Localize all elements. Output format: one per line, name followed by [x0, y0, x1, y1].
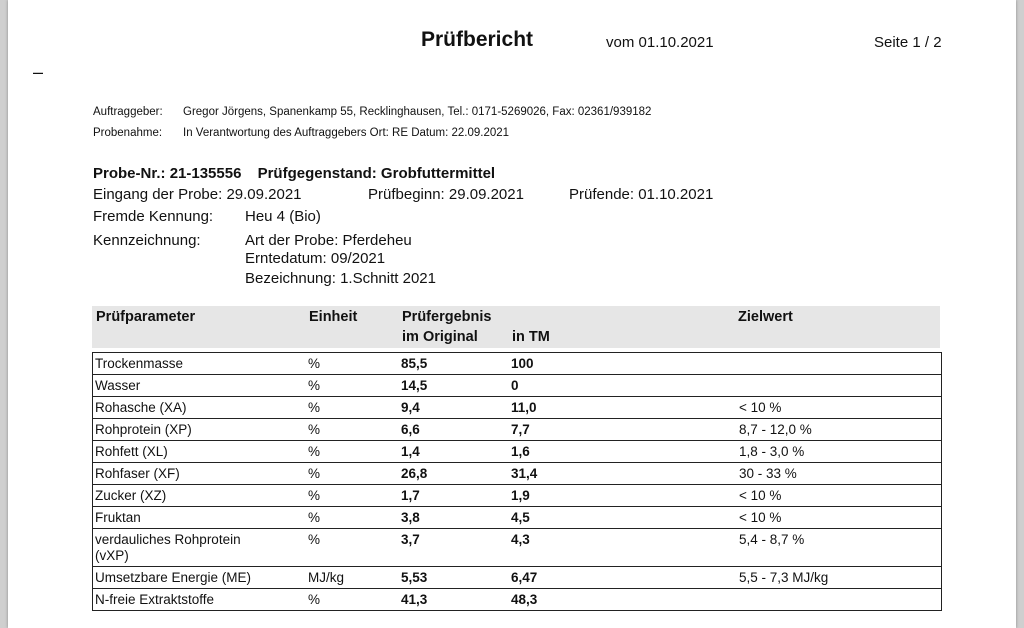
table-row: [93, 507, 941, 529]
table-row: [93, 397, 941, 419]
target-cell: 5,4 - 8,7 %: [739, 532, 805, 547]
marking-label: Kennzeichnung:: [93, 232, 201, 249]
test-start: Prüfbeginn: 29.09.2021: [368, 186, 524, 203]
unit-cell: %: [308, 422, 321, 437]
document-page: [8, 0, 1016, 628]
table-row: [93, 441, 941, 463]
sampling-value: In Verantwortung des Auftraggebers Ort: RE Datum: 22.09.2021: [183, 127, 510, 139]
margin-dash: –: [33, 62, 44, 82]
original-cell: 26,8: [401, 466, 428, 481]
table-header: [92, 306, 940, 348]
tm-cell: 11,0: [511, 400, 537, 415]
table-row: [93, 353, 941, 375]
table-row: [93, 485, 941, 507]
table-row: [93, 419, 941, 441]
sampling-line: [93, 127, 509, 139]
report-date: vom 01.10.2021: [606, 34, 714, 51]
receipt-label: Eingang der Probe:: [93, 186, 223, 203]
target-cell: < 10 %: [739, 488, 782, 503]
page-number: Seite 1 / 2: [874, 34, 942, 51]
tm-cell: 100: [511, 356, 534, 371]
tm-cell: 48,3: [511, 592, 538, 607]
external-id-line: [93, 208, 321, 225]
target-cell: 1,8 - 3,0 %: [739, 444, 805, 459]
marking-line: [93, 232, 412, 249]
header-result: Prüfergebnis: [402, 309, 492, 325]
target-cell: < 10 %: [739, 510, 782, 525]
unit-cell: %: [308, 400, 321, 415]
table-row: [93, 567, 941, 589]
param-cell: Umsetzbare Energie (ME): [95, 570, 252, 585]
tm-cell: 0: [511, 378, 519, 393]
original-cell: 85,5: [401, 356, 428, 371]
client-label: Auftraggeber:: [93, 106, 163, 118]
param-cell: Rohfett (XL): [95, 444, 168, 459]
tm-cell: 4,5: [511, 510, 530, 525]
original-cell: 14,5: [401, 378, 428, 393]
harvest-date: Erntedatum: 09/2021: [245, 250, 386, 267]
param-cell: Zucker (XZ): [95, 488, 167, 503]
unit-cell: MJ/kg: [308, 570, 345, 585]
original-cell: 1,7: [401, 488, 420, 503]
table-row: [93, 589, 941, 610]
unit-cell: %: [308, 592, 321, 607]
header-original: im Original: [402, 329, 478, 345]
tm-cell: 4,3: [511, 532, 530, 547]
external-id-value: Heu 4 (Bio): [245, 208, 321, 225]
param-cell: Trockenmasse: [95, 356, 184, 371]
client-line: [93, 106, 651, 118]
unit-cell: %: [308, 356, 321, 371]
tm-cell: 1,9: [511, 488, 530, 503]
header-unit: Einheit: [309, 309, 358, 325]
original-cell: 5,53: [401, 570, 428, 585]
external-id-label: Fremde Kennung:: [93, 208, 214, 225]
param-cell: verdauliches Rohprotein (vXP): [95, 532, 241, 563]
unit-cell: %: [308, 532, 321, 547]
param-cell: Rohprotein (XP): [95, 422, 192, 437]
results-table: [92, 352, 942, 611]
param-cell: Rohfaser (XF): [95, 466, 180, 481]
original-cell: 6,6: [401, 422, 420, 437]
target-cell: 8,7 - 12,0 %: [739, 422, 812, 437]
header-param: Prüfparameter: [96, 309, 196, 325]
tm-cell: 6,47: [511, 570, 538, 585]
sample-heading: [93, 165, 495, 182]
designation: Bezeichnung: 1.Schnitt 2021: [245, 270, 436, 287]
report-title: Prüfbericht: [421, 28, 534, 51]
original-cell: 41,3: [401, 592, 428, 607]
receipt-date: 29.09.2021: [226, 186, 302, 203]
sample-nr: 21-135556: [169, 165, 242, 182]
header-tm: in TM: [512, 329, 550, 345]
param-cell: Wasser: [95, 378, 141, 393]
original-cell: 3,8: [401, 510, 420, 525]
tm-cell: 7,7: [511, 422, 530, 437]
sample-nr-label: Probe-Nr.:: [93, 165, 166, 182]
table-row: [93, 529, 941, 567]
tm-cell: 1,6: [511, 444, 530, 459]
tm-cell: 31,4: [511, 466, 538, 481]
receipt-line: [93, 186, 714, 203]
param-cell: Fruktan: [95, 510, 141, 525]
target-cell: 5,5 - 7,3 MJ/kg: [739, 570, 829, 585]
unit-cell: %: [308, 510, 321, 525]
unit-cell: %: [308, 466, 321, 481]
sampling-label: Probenahme:: [93, 127, 163, 139]
param-cell: N-freie Extraktstoffe: [95, 592, 215, 607]
unit-cell: %: [308, 444, 321, 459]
original-cell: 3,7: [401, 532, 420, 547]
target-cell: < 10 %: [739, 400, 782, 415]
table-row: [93, 375, 941, 397]
client-value: Gregor Jörgens, Spanenkamp 55, Recklinghausen, Tel.: 0171-5269026, Fax: 02361/939182: [183, 106, 652, 118]
test-end: Prüfende: 01.10.2021: [569, 186, 714, 203]
original-cell: 9,4: [401, 400, 420, 415]
sample-subject: Prüfgegenstand: Grobfuttermittel: [257, 165, 496, 182]
target-cell: 30 - 33 %: [739, 466, 797, 481]
sample-type: Art der Probe: Pferdeheu: [245, 232, 412, 249]
unit-cell: %: [308, 488, 321, 503]
header-target: Zielwert: [738, 309, 793, 325]
table-row: [93, 463, 941, 485]
original-cell: 1,4: [401, 444, 420, 459]
param-cell: Rohasche (XA): [95, 400, 187, 415]
unit-cell: %: [308, 378, 321, 393]
